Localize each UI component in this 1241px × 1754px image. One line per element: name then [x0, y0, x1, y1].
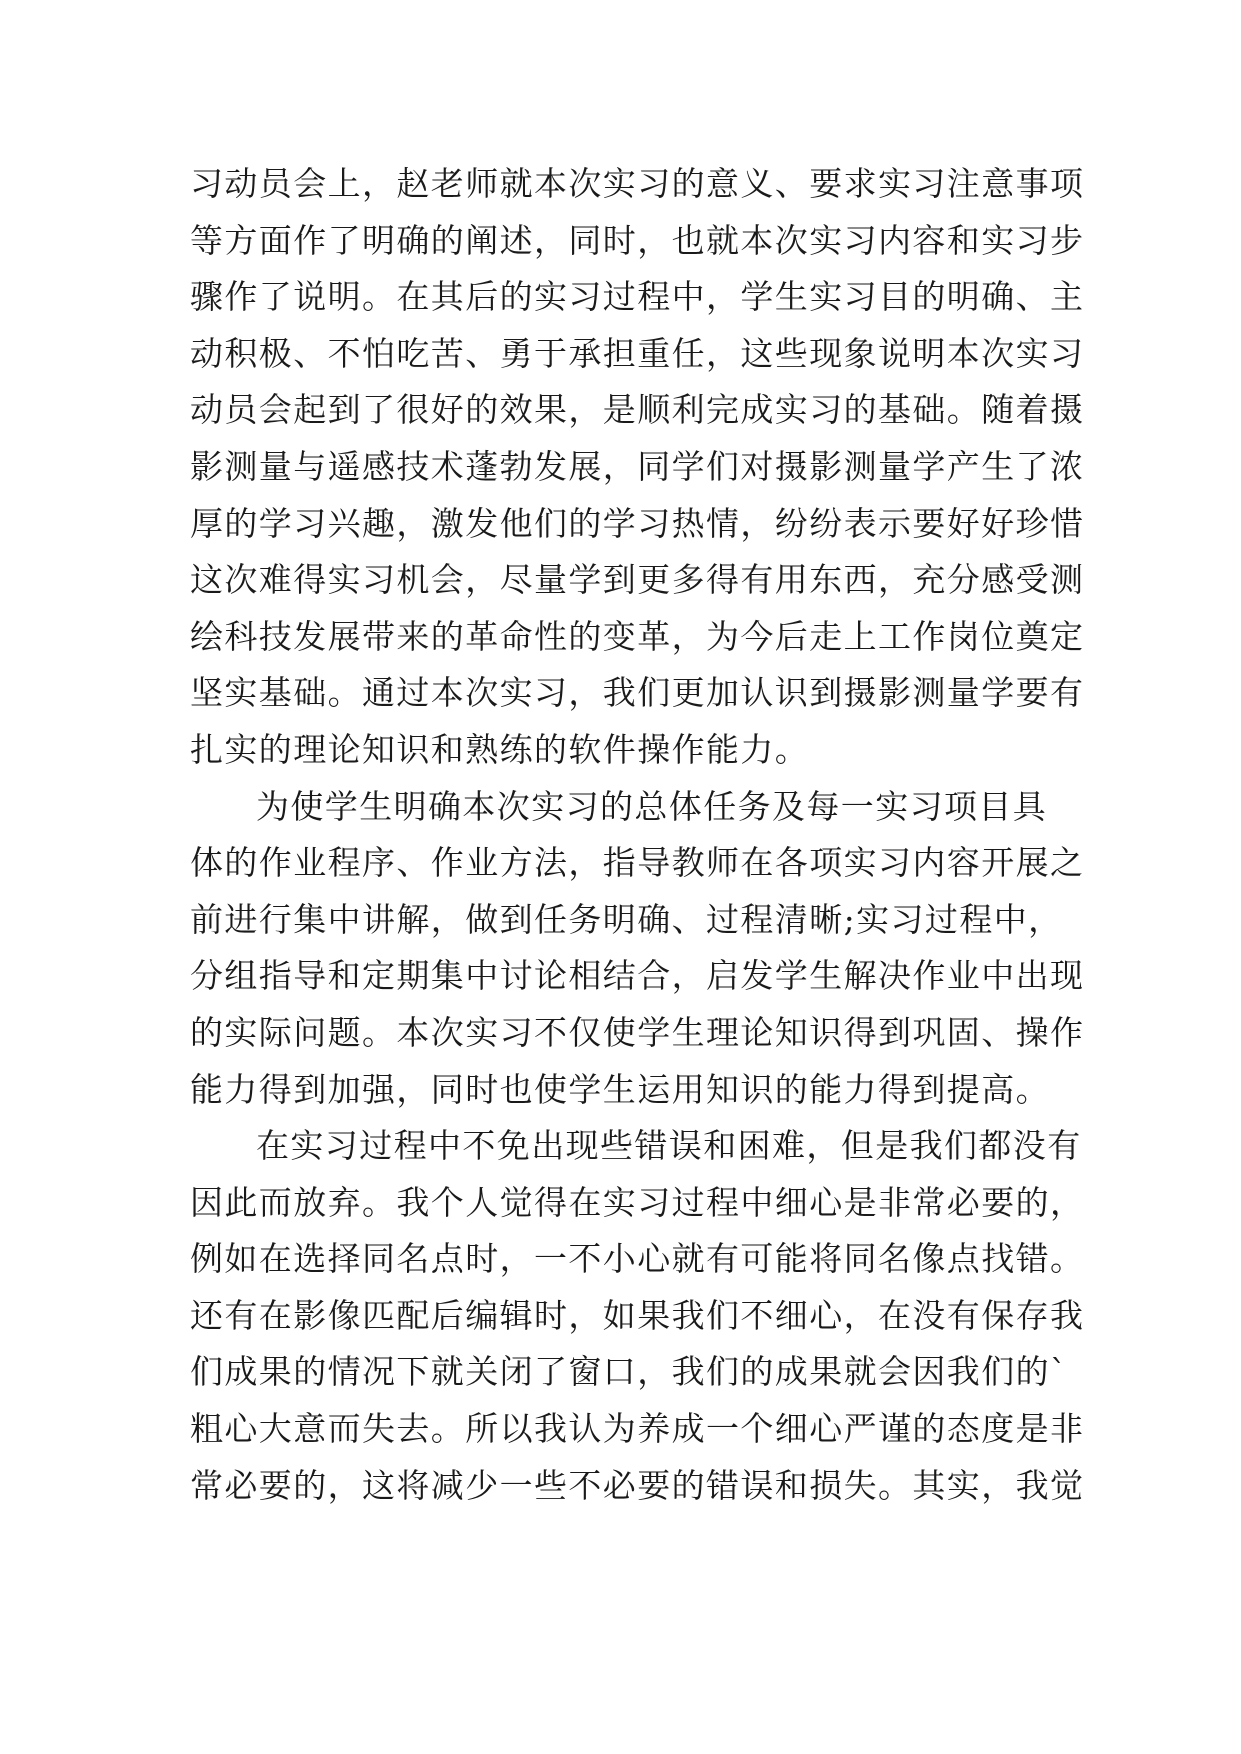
text-line: 们成果的情况下就关闭了窗口，我们的成果就会因我们的`: [190, 1352, 1068, 1392]
text-line: 粗心大意而失去。所以我认为养成一个细心严谨的态度是非: [190, 1409, 1085, 1449]
text-line: 动员会起到了很好的效果，是顺利完成实习的基础。随着摄: [190, 390, 1085, 430]
text-line: 影测量与遥感技术蓬勃发展，同学们对摄影测量学产生了浓: [190, 446, 1085, 486]
text-line: 例如在选择同名点时，一不小心就有可能将同名像点找错。: [190, 1239, 1085, 1279]
text-line: 能力得到加强，同时也使学生运用知识的能力得到提高。: [190, 1069, 1050, 1109]
text-line: 这次难得实习机会，尽量学到更多得有用东西，充分感受测: [190, 560, 1085, 600]
text-line: 厚的学习兴趣，激发他们的学习热情，纷纷表示要好好珍惜: [190, 503, 1085, 543]
text-line: 因此而放弃。我个人觉得在实习过程中细心是非常必要的，: [190, 1182, 1085, 1222]
text-line: 前进行集中讲解，做到任务明确、过程清晰;实习过程中，: [190, 899, 1063, 939]
text-line: 为使学生明确本次实习的总体任务及每一实习项目具: [256, 786, 1048, 826]
text-line: 的实际问题。本次实习不仅使学生理论知识得到巩固、操作: [190, 1012, 1085, 1052]
text-line: 绘科技发展带来的革命性的变革，为今后走上工作岗位奠定: [190, 616, 1085, 656]
text-line: 坚实基础。通过本次实习，我们更加认识到摄影测量学要有: [190, 673, 1085, 713]
body-text: [190, 156, 1085, 1514]
text-line: 习动员会上，赵老师就本次实习的意义、要求实习注意事项: [190, 164, 1085, 203]
text-line: 还有在影像匹配后编辑时，如果我们不细心，在没有保存我: [190, 1295, 1085, 1335]
text-line: 等方面作了明确的阐述，同时，也就本次实习内容和实习步: [190, 220, 1085, 260]
text-line: 动积极、不怕吃苦、勇于承担重任，这些现象说明本次实习: [190, 333, 1085, 373]
text-line: 常必要的，这将减少一些不必要的错误和损失。其实，我觉: [190, 1465, 1085, 1505]
text-line: 分组指导和定期集中讨论相结合，启发学生解决作业中出现: [190, 956, 1085, 996]
text-line: 骤作了说明。在其后的实习过程中，学生实习目的明确、主: [190, 277, 1085, 317]
text-line: 扎实的理论知识和熟练的软件操作能力。: [190, 729, 810, 769]
text-line: 体的作业程序、作业方法，指导教师在各项实习内容开展之: [190, 843, 1085, 883]
text-line: 在实习过程中不免出现些错误和困难，但是我们都没有: [256, 1126, 1082, 1166]
